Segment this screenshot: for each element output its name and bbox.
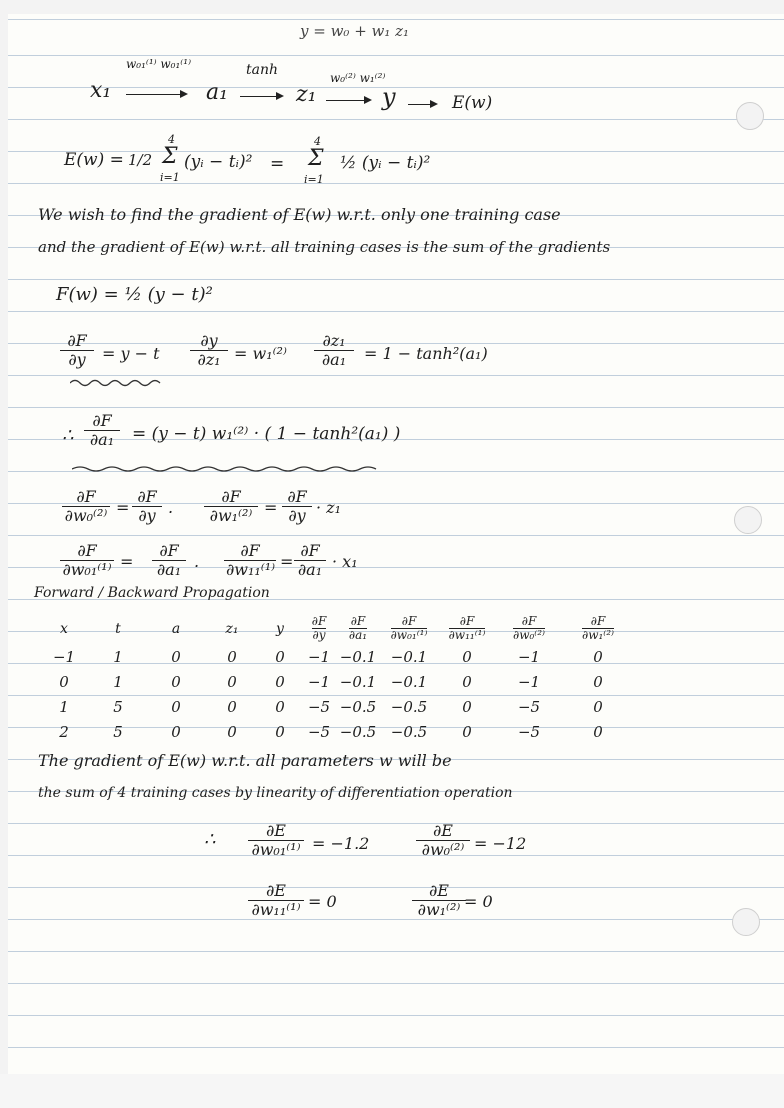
cell: −5 (307, 697, 331, 716)
dz1-da1-value: = 1 − tanh²(a₁) (364, 344, 488, 363)
table-title: Forward / Backward Propagation (34, 585, 270, 601)
cell: 0 (275, 647, 285, 666)
cell: 0 (227, 722, 237, 741)
dot-2: . (194, 552, 200, 571)
sum2-symbol: Σ (308, 146, 324, 171)
cell: 0 (275, 697, 285, 716)
eq-sign-1: = (116, 498, 130, 517)
dF-dy-factor: $\frac{\partial F}{\partial y}$ (132, 488, 162, 525)
dF-dy: $\frac{\partial F}{\partial y}$ (60, 332, 94, 369)
cell: 0 (227, 697, 237, 716)
cell: −0.1 (390, 672, 428, 691)
dE-dw01-1-value: = −1.2 (312, 834, 370, 853)
dF-da1-factor: $\frac{\partial F}{\text{∂a₁}}$ (152, 542, 186, 579)
dE-dw1-2: $\frac{\partial E}{\text{∂w₁⁽²⁾}}$ (412, 882, 466, 919)
dF-dy-factor-2: $\frac{\partial F}{\partial y}$ (282, 488, 312, 525)
cell: −1 (517, 672, 541, 691)
col-dF-dw11: $\frac{\partial F}{\text{∂w₁₁⁽¹⁾}}$ (448, 614, 486, 642)
cell: 0 (593, 672, 603, 691)
dz1-da1: $\frac{\text{∂z₁}}{\text{∂a₁}}$ (314, 332, 354, 369)
col-dF-dw0-2: $\frac{\partial F}{\text{∂w₀⁽²⁾}}$ (513, 614, 545, 642)
error-equals: = (270, 154, 285, 174)
col-y: y (276, 621, 284, 637)
weight-label-layer2: w₀⁽²⁾ w₁⁽²⁾ (330, 71, 386, 85)
cell: 0 (462, 722, 472, 741)
cell: 0 (275, 722, 285, 741)
cell: 0 (227, 647, 237, 666)
cell: −5 (517, 697, 541, 716)
cell: −5 (307, 722, 331, 741)
cell: −0.5 (339, 697, 377, 716)
cell: 0 (462, 647, 472, 666)
cell: −0.5 (390, 722, 428, 741)
error-lhs: E(w) = (64, 150, 124, 170)
cell: 5 (113, 697, 123, 716)
col-dF-dw01: $\frac{\partial F}{\text{∂w₀₁⁽¹⁾}}$ (390, 614, 428, 642)
dF-da1-value: = (y − t) w₁⁽²⁾ · ( 1 − tanh²(a₁) ) (132, 424, 401, 444)
col-a: a (171, 621, 181, 637)
arrow-4 (408, 104, 436, 105)
cell: 1 (59, 697, 69, 716)
times-z1: · z₁ (316, 498, 342, 517)
cell: 0 (462, 697, 472, 716)
dF-dw01-1: $\frac{\partial F}{\text{∂w₀₁⁽¹⁾}}$ (60, 542, 114, 579)
tanh-label: tanh (246, 62, 279, 78)
cell: 1 (113, 672, 123, 691)
col-x: x (60, 621, 68, 637)
table-row (38, 644, 634, 669)
cell: 0 (171, 722, 181, 741)
cell: 0 (275, 672, 285, 691)
f-of-w: F(w) = ½ (y − t)² (56, 284, 213, 305)
col-t: t (115, 621, 121, 637)
punch-hole-top (736, 102, 764, 130)
dF-da1: $\frac{\partial F}{\text{∂a₁}}$ (84, 412, 120, 449)
cell: 5 (113, 722, 123, 741)
dF-dw1-2: $\frac{\partial F}{\text{∂w₁⁽²⁾}}$ (204, 488, 258, 525)
eq-sign-4: = (280, 552, 294, 571)
cell: 0 (593, 647, 603, 666)
weight-label-layer1: w₀₁⁽¹⁾ w₀₁⁽¹⁾ (126, 57, 192, 71)
cell: 0 (593, 722, 603, 741)
wavy-underline-2 (72, 464, 382, 474)
cell: −1 (307, 647, 331, 666)
table-row (38, 694, 634, 719)
arrow-2 (240, 96, 282, 97)
dE-dw1-2-value: = 0 (464, 892, 493, 911)
cell: −5 (517, 722, 541, 741)
notebook-page (8, 14, 784, 1074)
cell: −1 (307, 672, 331, 691)
cell: 0 (59, 672, 69, 691)
punch-hole-middle (734, 506, 762, 534)
dF-da1-factor-2: $\frac{\partial F}{\text{∂a₁}}$ (294, 542, 326, 579)
therefore-symbol: ∴ (62, 425, 74, 446)
conclusion-line-1: The gradient of E(w) w.r.t. all parameters w will be (38, 751, 452, 770)
table-header-row (38, 614, 634, 644)
error-body-2: ½ (yᵢ − tᵢ)² (340, 153, 431, 173)
cell: 0 (171, 672, 181, 691)
col-dF-dy: $\frac{\partial F}{\partial y}$ (311, 614, 327, 642)
cell: 0 (593, 697, 603, 716)
arrow-1 (126, 94, 186, 95)
cell: −0.1 (390, 647, 428, 666)
col-z1: z₁ (225, 621, 239, 637)
propagation-table (38, 614, 634, 744)
dE-dw11-1-value: = 0 (308, 892, 337, 911)
cell: 1 (113, 647, 123, 666)
dE-dw0-2: $\frac{\partial E}{\text{∂w₀⁽²⁾}}$ (416, 822, 470, 859)
node-y: y (382, 83, 396, 111)
table-row (38, 719, 634, 744)
cell: −0.1 (339, 647, 377, 666)
cell: 0 (227, 672, 237, 691)
arrow-3 (326, 100, 370, 101)
cell: 0 (462, 672, 472, 691)
cell: −1 (517, 647, 541, 666)
cell: 0 (171, 697, 181, 716)
dy-dz1-value: = w₁⁽²⁾ (234, 344, 287, 363)
error-body: (yᵢ − tᵢ)² (184, 152, 253, 172)
dF-dw11-1: $\frac{\partial F}{\text{∂w₁₁⁽¹⁾}}$ (226, 541, 276, 579)
sum2-upper: 4 (314, 135, 321, 148)
cell: −0.1 (339, 672, 377, 691)
eq-sign-3: = (120, 552, 134, 571)
node-z1: z₁ (296, 82, 317, 107)
dE-dw11-1: $\frac{\partial E}{\text{∂w₁₁⁽¹⁾}}$ (248, 882, 304, 919)
dF-dw0-2: $\frac{\partial F}{\text{∂w₀⁽²⁾}}$ (62, 488, 110, 525)
cell: 0 (171, 647, 181, 666)
conclusion-line-2: the sum of 4 training cases by linearity of differentiation operation (38, 785, 513, 801)
error-half: 1/2 (128, 151, 153, 169)
node-x1: x₁ (90, 78, 112, 103)
cell: −0.5 (339, 722, 377, 741)
cell: −0.5 (390, 697, 428, 716)
sum-upper: 4 (168, 133, 175, 146)
node-a1: a₁ (206, 80, 228, 105)
cell: −1 (52, 647, 76, 666)
punch-hole-bottom (732, 908, 760, 936)
cell: 2 (59, 722, 69, 741)
table-row (38, 669, 634, 694)
dE-dw01-1: $\frac{\partial E}{\text{∂w₀₁⁽¹⁾}}$ (248, 822, 304, 859)
explanation-line-1: We wish to find the gradient of E(w) w.r.t. only one training case (38, 205, 561, 224)
results-therefore: ∴ (204, 829, 216, 850)
dE-dw0-2-value: = −12 (474, 834, 527, 853)
times-x1: · x₁ (332, 552, 358, 571)
sum-lower: i=1 (160, 171, 180, 184)
dot-1: . (168, 498, 174, 517)
sum-symbol: Σ (162, 144, 178, 169)
top-fragment: y = w₀ + w₁ z₁ (300, 22, 410, 40)
node-ew: E(w) (452, 93, 493, 113)
dF-dy-value: = y − t (102, 344, 160, 363)
sum2-lower: i=1 (304, 173, 324, 186)
wavy-underline (70, 378, 162, 388)
eq-sign-2: = (264, 498, 278, 517)
col-dF-da1: $\frac{\partial F}{\text{∂a₁}}$ (348, 614, 368, 642)
col-dF-dw1-2: $\frac{\partial F}{\text{∂w₁⁽²⁾}}$ (582, 614, 614, 642)
explanation-line-2: and the gradient of E(w) w.r.t. all training cases is the sum of the gradients (38, 238, 611, 256)
dy-dz1: $\frac{\partial y}{\text{∂z₁}}$ (190, 332, 228, 369)
scan-margin (0, 1074, 784, 1108)
